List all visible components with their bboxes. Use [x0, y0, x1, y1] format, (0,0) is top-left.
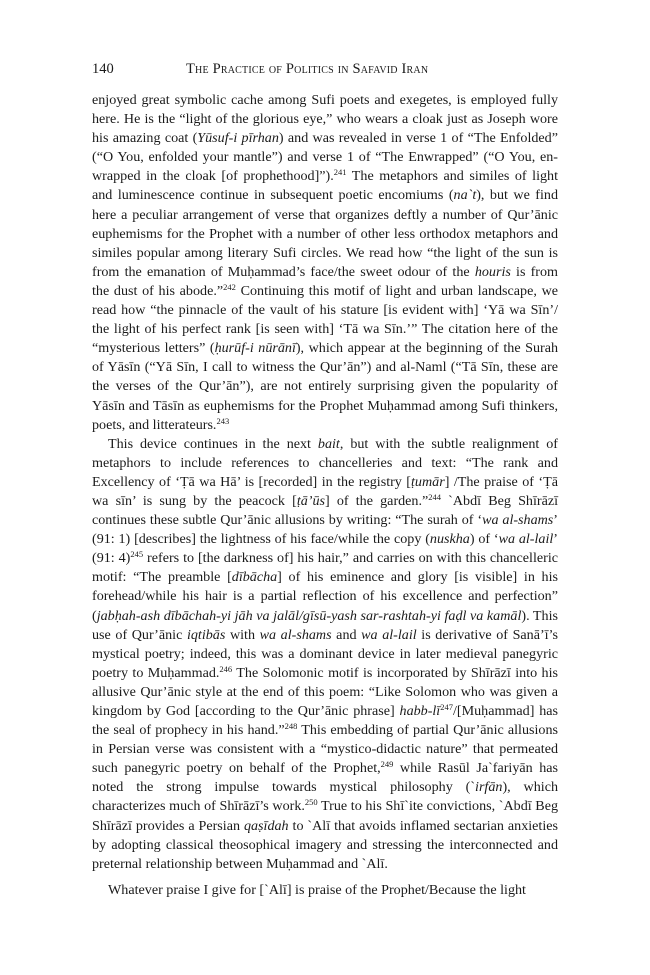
text-run: is from the dust of his abode.”: [92, 263, 559, 299]
text-run: , but with the subtle realignment of metaphors to include references to chancelleries and text: “The rank and Excellency of ‘Ṭā wa Hā’ is [recorded] in the registry [: [92, 435, 558, 490]
text-run: while Rasūl Ja`fariyān has noted the strong impulse towards mystical philosophy (`: [92, 760, 558, 796]
text-run: The Solomonic motif is incorporated by Shīrāzī into his allusive Qur’ānic style at the end of this poem: “Like Solomon who was given a kingdom by God [according to the Qur’ānic phrase]: [92, 664, 559, 719]
italic-term: nuskha: [429, 531, 470, 548]
italic-term: wa al-shams: [259, 626, 332, 643]
text-run: Continuing this motif of light and urban landscape, we read how “the pinnacle of the vault of his stature [is evident with] ‘Yā wa Sīn’/ the light of his perfect rank [is seen with] ‘Tā wa Sīn.’” The citation here of the “mysterious letters” (: [92, 282, 558, 357]
body-text: [92, 91, 558, 874]
text-run: ). This use of Qur’ānic: [92, 607, 558, 643]
book-page: [92, 0, 558, 975]
italic-term: ṭā’ūs: [296, 492, 326, 509]
footnote-ref: 247: [440, 702, 453, 712]
footnote-ref: 244: [428, 491, 442, 502]
text-run: This embedding of partial Qur’ānic allusions in Persian verse was consistent with a “mystico-didactic nature” that permeated such panegyric poetry on behalf of the Prophet,: [92, 722, 558, 777]
footnote-ref: 248: [284, 721, 298, 732]
text-run: ] /The praise of ‘Ṭā wa sīn’ is sung by the peacock [: [92, 473, 558, 509]
text-run: with: [225, 626, 260, 643]
text-run: ’ (91: 1) [describes] the lightness of his face/while the copy (: [92, 512, 558, 548]
paragraph: [92, 435, 558, 874]
italic-term: jabḥah-ash dībāchah-yi jāh va jalāl/gīsū-yash sar-rashtah-yi faḍl va kamāl: [96, 607, 522, 624]
running-title: The Practice of Politics in Safavid Iran: [186, 61, 429, 77]
italic-term: wa al-lail: [498, 531, 554, 548]
footnote-ref: 250: [304, 797, 318, 808]
text-run: `Abdī Beg Shīrāzī continues these subtle Qur’ānic allusions by writing: “The surah of ‘: [92, 492, 558, 529]
block-quote: Whatever praise I give for [`Alī] is praise of the Prophet/Because the light: [108, 882, 526, 898]
italic-term: qaṣīdah: [243, 817, 289, 834]
text-run: refers to [the darkness of] his hair,” and carries on with this chancelleric motif: “The preamble [: [92, 550, 558, 586]
footnote-ref: 243: [216, 415, 230, 426]
italic-term: wa al-shams: [482, 512, 554, 529]
text-run: ), which characterizes much of Shīrāzī’s work.: [92, 779, 559, 815]
footnote-ref: 241: [333, 167, 347, 178]
text-run: /[Muḥammad] has the seal of prophecy in his hand.”: [92, 703, 558, 739]
text-run: ), but we find here a peculiar arrangement of verse that organizes deftly a number of Qur’ānic euphemisms for the Prophet with a number of other less orthodox metaphors and similes popular among literary Sufi circles. We read how “the light of the sun is from the emanation of Muḥammad’s face/the sweet odour of the: [92, 187, 558, 280]
text-run: The metaphors and similes of light and luminescence continue in subsequent poetic encomiums (: [92, 168, 558, 204]
footnote-ref: 246: [219, 663, 233, 674]
footnote-ref: 245: [130, 549, 144, 560]
italic-term: na`t: [453, 187, 477, 204]
italic-term: ṭumār: [411, 473, 445, 490]
text-run: ) and was revealed in verse 1 of “The Enfolded” (“O You, enfolded your mantle”) and verse 1 of “The Enwrapped” (“O You, enwrapped in the cloak [of prophethood]”).: [92, 130, 558, 185]
footnote-ref: 249: [380, 759, 394, 770]
italic-term: ḥurūf-i nūrānī: [214, 340, 296, 357]
italic-term: bait: [317, 435, 340, 452]
text-run: True to his Shī`ite convictions, `Abdī Beg Shīrāzī provides a Persian: [92, 798, 559, 834]
text-run: to `Alī that avoids inflamed sectarian anxieties by adopting classical theosophical imagery and stressing the interconnected and preternal relationship between Muḥammad and `Alī.: [92, 817, 558, 872]
text-run: is derivative of Sanā’ī’s mystical poetry; indeed, this was a dominant device in later medieval panegyric poetry to Muḥammad.: [92, 626, 558, 681]
footnote-ref: 242: [223, 281, 236, 292]
page-number: 140: [92, 61, 114, 77]
paragraph: [92, 91, 558, 435]
text-run: ] of the garden.”: [325, 492, 429, 509]
italic-term: wa al-lail: [361, 626, 417, 643]
text-run: This device continues in the next: [108, 435, 318, 452]
text-run: enjoyed great symbolic cache among Sufi poets and exegetes, is employed fully here. He is the “light of the glorious eye,” who wears a cloak just as Joseph wore his amazing coat (: [92, 92, 558, 147]
text-run: ) of ‘: [469, 531, 499, 548]
italic-term: irfān: [475, 779, 503, 796]
italic-term: habb-lī: [399, 703, 441, 719]
text-run: ’ (91: 4): [92, 531, 558, 567]
italic-term: dībācha: [231, 569, 278, 586]
text-run: and: [331, 626, 362, 643]
text-run: ] of his eminence and glory [is visible] in his forehead/while his hair is a partial reflection of his excellence and perfection” (: [92, 569, 558, 624]
italic-term: houris: [474, 263, 511, 280]
italic-term: iqtibās: [186, 626, 226, 643]
running-head: [92, 61, 558, 83]
italic-term: Yūsuf-i pīrhan: [197, 130, 279, 147]
text-run: ), which appear at the beginning of the Surah of Yāsīn (“Yā Sīn, I call to witness the Qur’ān”) and al-Naml (“Tā Sīn, these are the verses of the Qur’ān”), are not entirely surprising given the popularity of Yāsīn and Tāsīn as euphemisms for the Prophet Muḥammad among Sufi thinkers, poets, and litterateurs.: [92, 340, 558, 433]
